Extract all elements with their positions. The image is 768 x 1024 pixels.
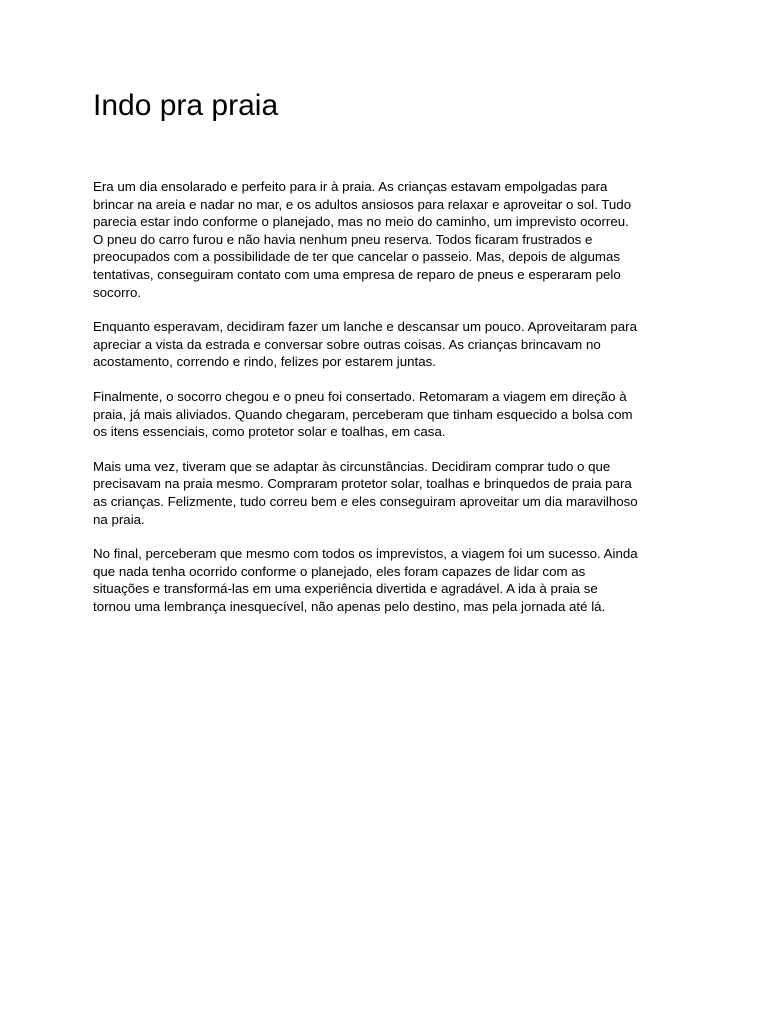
text-line: apreciar a vista da estrada e conversar sobre outras coisas. As crianças brincavam no: [93, 336, 601, 352]
text-line: Finalmente, o socorro chegou e o pneu foi consertado. Retomaram a viagem em direção à: [93, 388, 627, 404]
text-line: os itens essenciais, como protetor solar e toalhas, em casa.: [93, 424, 446, 440]
paragraph-2: [93, 318, 678, 371]
text-line: que nada tenha ocorrido conforme o planejado, eles foram capazes de lidar com as: [93, 563, 586, 579]
text-line: na praia.: [93, 511, 145, 527]
paragraph-1: [93, 178, 678, 301]
document-body: [93, 178, 678, 632]
text-line: as crianças. Felizmente, tudo correu bem e eles conseguiram aproveitar um dia maravilhoso: [93, 493, 638, 509]
text-line: O pneu do carro furou e não havia nenhum pneu reserva. Todos ficaram frustrados e: [93, 231, 593, 247]
text-line: Mais uma vez, tiveram que se adaptar às circunstâncias. Decidiram comprar tudo o que: [93, 458, 611, 474]
text-line: No final, perceberam que mesmo com todos os imprevistos, a viagem foi um sucesso. Ainda: [93, 546, 638, 562]
document-title: Indo pra praia: [93, 89, 279, 122]
text-line: preocupados com a possibilidade de ter que cancelar o passeio. Mas, depois de algumas: [93, 249, 621, 265]
text-line: brincar na areia e nadar no mar, e os adultos ansiosos para relaxar e aproveitar o sol. Tudo: [93, 196, 632, 212]
text-line: precisavam na praia mesmo. Compraram protetor solar, toalhas e brinquedos de praia para: [93, 476, 632, 492]
paragraph-4: [93, 458, 678, 528]
text-line: praia, já mais aliviados. Quando chegaram, perceberam que tinham esquecido a bolsa com: [93, 406, 633, 422]
paragraph-5: [93, 545, 678, 615]
text-line: tornou uma lembrança inesquecível, não apenas pelo destino, mas pela jornada até lá.: [93, 598, 606, 614]
text-line: Enquanto esperavam, decidiram fazer um lanche e descansar um pouco. Aproveitaram para: [93, 319, 637, 335]
paragraph-3: [93, 388, 678, 441]
text-line: situações e transformá-las em uma experiência divertida e agradável. A ida à praia se: [93, 581, 598, 597]
text-line: parecia estar indo conforme o planejado, mas no meio do caminho, um imprevisto ocorreu.: [93, 214, 629, 230]
text-line: tentativas, conseguiram contato com uma empresa de reparo de pneus e esperaram pelo: [93, 266, 621, 282]
text-line: Era um dia ensolarado e perfeito para ir à praia. As crianças estavam empolgadas para: [93, 179, 608, 194]
text-line: acostamento, correndo e rindo, felizes por estarem juntas.: [93, 354, 436, 370]
text-line: socorro.: [93, 284, 142, 300]
